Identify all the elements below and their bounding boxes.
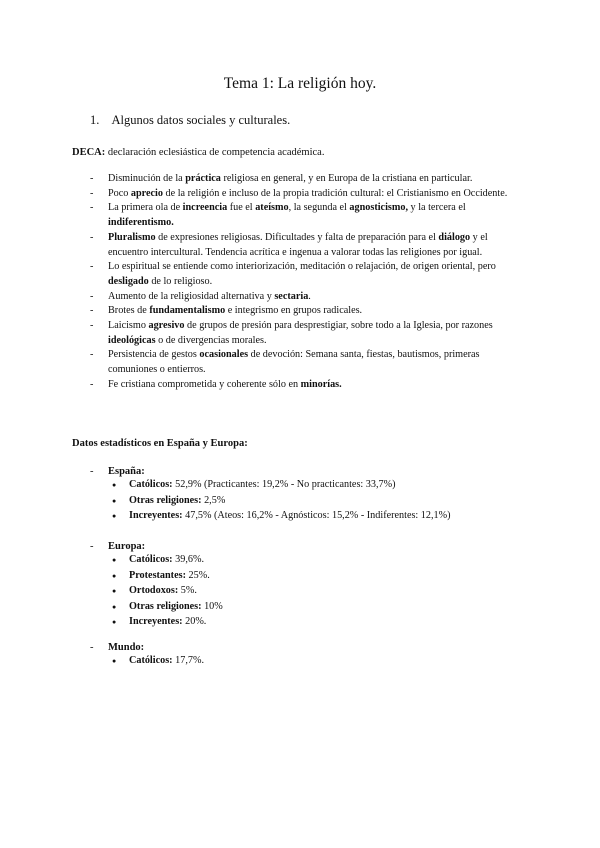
list-item: ● Increyentes: 47,5% (Ateos: 16,2% - Agnósticos: 15,2% - Indiferentes: 12,1%) <box>116 508 451 524</box>
page-title: Tema 1: La religión hoy. <box>223 75 377 92</box>
list-item: ● Ortodoxos: 5%. <box>116 583 223 599</box>
deca-text: declaración eclesiástica de competencia académica. <box>105 147 325 158</box>
list-item: - Lo espiritual se entiende como interiorización, meditación o relajación, de origen oriental, pero desligado de lo religioso. <box>90 260 530 289</box>
list-item: - Poco aprecio de la religión e incluso de la propia tradición cultural: el Cristianismo en Occidente. <box>90 187 530 202</box>
region-europa <box>90 541 223 630</box>
section-heading <box>90 113 290 128</box>
stats-heading: Datos estadísticos en España y Europa: <box>72 438 248 449</box>
deca-definition <box>72 147 324 158</box>
list-item: ● Católicos: 52,9% (Practicantes: 19,2% - No practicantes: 33,7%) <box>116 477 451 493</box>
bullet-list <box>90 172 530 393</box>
region-label: - España: <box>90 466 451 477</box>
list-item: ● Católicos: 17,7%. <box>116 653 204 669</box>
list-item: - La primera ola de increencia fue el ateísmo, la segunda el agnosticismo, y la tercera el indiferentismo. <box>90 201 530 230</box>
list-item: - Laicismo agresivo de grupos de presión para desprestigiar, sobre todo a la Iglesia, por razones ideológicas o de divergencias morales. <box>90 319 530 348</box>
section-label: Algunos datos sociales y culturales. <box>111 113 291 127</box>
region-label: - Mundo: <box>90 642 204 653</box>
region-list <box>116 653 204 669</box>
list-item: ● Increyentes: 20%. <box>116 614 223 630</box>
region-list <box>116 552 223 630</box>
list-item: ● Católicos: 39,6%. <box>116 552 223 568</box>
list-item: - Persistencia de gestos ocasionales de devoción: Semana santa, fiestas, bautismos, primeras comuniones o entierros. <box>90 348 530 377</box>
region-espana <box>90 466 451 524</box>
region-label: - Europa: <box>90 541 223 552</box>
list-item: - Pluralismo de expresiones religiosas. Dificultades y falta de preparación para el diálogo y el encuentro intercultural. Tendencia acrítica e ingenua a valorar todas las religiones por igual. <box>90 231 530 260</box>
list-item: - Fe cristiana comprometida y coherente sólo en minorías. <box>90 378 530 393</box>
list-item: - Aumento de la religiosidad alternativa y sectaria. <box>90 290 530 305</box>
region-list <box>116 477 451 524</box>
section-number: 1. <box>90 113 100 127</box>
list-item: ● Otras religiones: 10% <box>116 599 223 615</box>
deca-term: DECA: <box>72 147 106 158</box>
list-item: - Disminución de la práctica religiosa en general, y en Europa de la cristiana en particular. <box>90 172 530 187</box>
list-item: - Brotes de fundamentalismo e integrismo en grupos radicales. <box>90 304 530 319</box>
list-item: ● Protestantes: 25%. <box>116 568 223 584</box>
region-mundo <box>90 642 204 669</box>
list-item: ● Otras religiones: 2,5% <box>116 493 451 509</box>
